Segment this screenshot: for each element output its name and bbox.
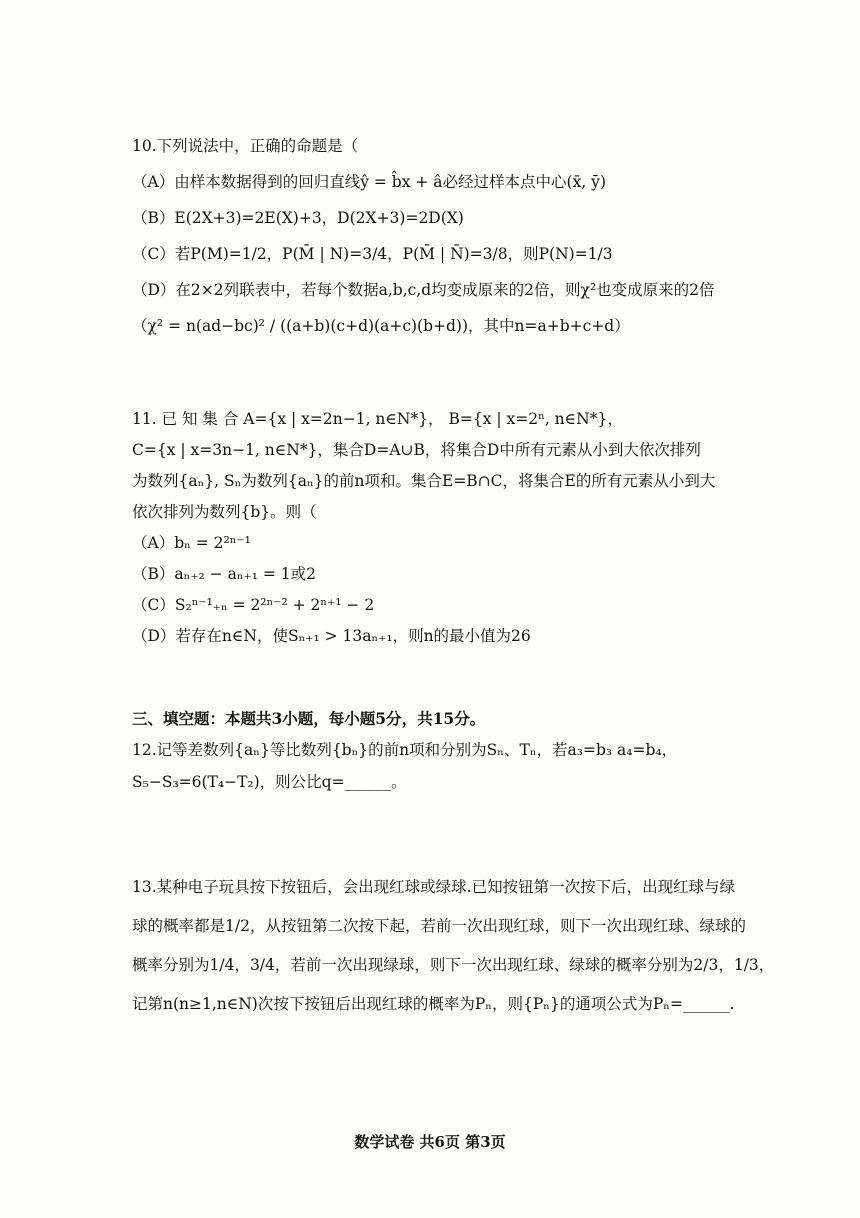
question-12-line-2: S₅−S₃=6(T₄−T₂)，则公比q=______。 (132, 773, 407, 791)
question-12 (132, 734, 822, 798)
question-13-line-4: 记第n(n≥1,n∈N)次按下按钮后出现红球的概率为Pₙ，则{Pₙ}的通项公式为Pₙ=______. (132, 995, 735, 1013)
question-10 (132, 128, 822, 344)
question-11-stem-line-1: 11. 已 知 集 合 A={x | x=2n−1, n∈N*}， B={x | x=2ⁿ, n∈N*}， (132, 410, 623, 428)
question-10-option-c: （C）若P(M)=1/2，P(M̄ | N)=3/4，P(M̄ | N̄)=3/8，则P(N)=1/3 (132, 245, 613, 263)
page-footer: 数学试卷 共6页 第3页 (354, 1133, 506, 1151)
question-11 (132, 404, 822, 652)
question-13 (132, 868, 822, 1024)
question-11-option-b: （B）aₙ₊₂ − aₙ₊₁ = 1或2 (132, 565, 316, 583)
question-12-line-1: 12.记等差数列{aₙ}等比数列{bₙ}的前n项和分别为Sₙ、Tₙ，若a₃=b₃ a₄=b₄， (132, 741, 678, 759)
question-10-option-d-formula: （χ² = n(ad−bc)² / ((a+b)(c+d)(a+c)(b+d))，其中n=a+b+c+d） (132, 317, 630, 335)
question-11-stem-line-4: 依次排列为数列{b}。则（ (132, 503, 317, 521)
section-3-title: 三、填空题：本题共3小题，每小题5分，共15分。 (132, 709, 486, 728)
question-11-option-c: （C）S₂ⁿ⁻¹₊ₙ = 2²ⁿ⁻² + 2ⁿ⁺¹ − 2 (132, 596, 375, 614)
question-10-stem: 10.下列说法中，正确的命题是（ (132, 137, 359, 155)
question-11-option-d: （D）若存在n∈N，使Sₙ₊₁ > 13aₙ₊₁，则n的最小值为26 (132, 627, 531, 645)
section-3-heading (132, 706, 822, 732)
question-10-option-b: （B）E(2X+3)=2E(X)+3，D(2X+3)=2D(X) (132, 209, 464, 227)
question-10-option-a: （A）由样本数据得到的回归直线ŷ = b̂x + â必经过样本点中心(x̄, ȳ) (132, 173, 606, 191)
question-11-stem-line-2: C={x | x=3n−1, n∈N*}，集合D=A∪B，将集合D中所有元素从小到大依次排列 (132, 441, 701, 459)
question-13-line-3: 概率分别为1/4，3/4，若前一次出现绿球，则下一次出现红球、绿球的概率分别为2/3，1/3， (132, 956, 775, 974)
question-13-line-1: 13.某种电子玩具按下按钮后，会出现红球或绿球.已知按钮第一次按下后，出现红球与绿 (132, 878, 736, 896)
question-13-line-2: 球的概率都是1/2，从按钮第二次按下起，若前一次出现红球，则下一次出现红球、绿球的 (132, 917, 746, 935)
question-11-option-a: （A）bₙ = 2²ⁿ⁻¹ (132, 534, 251, 552)
question-10-option-d: （D）在2×2列联表中，若每个数据a,b,c,d均变成原来的2倍，则χ²也变成原来的2倍 (132, 281, 715, 299)
question-11-stem-line-3: 为数列{aₙ}, Sₙ为数列{aₙ}的前n项和。集合E=B∩C，将集合E的所有元素从小到大 (132, 472, 716, 490)
